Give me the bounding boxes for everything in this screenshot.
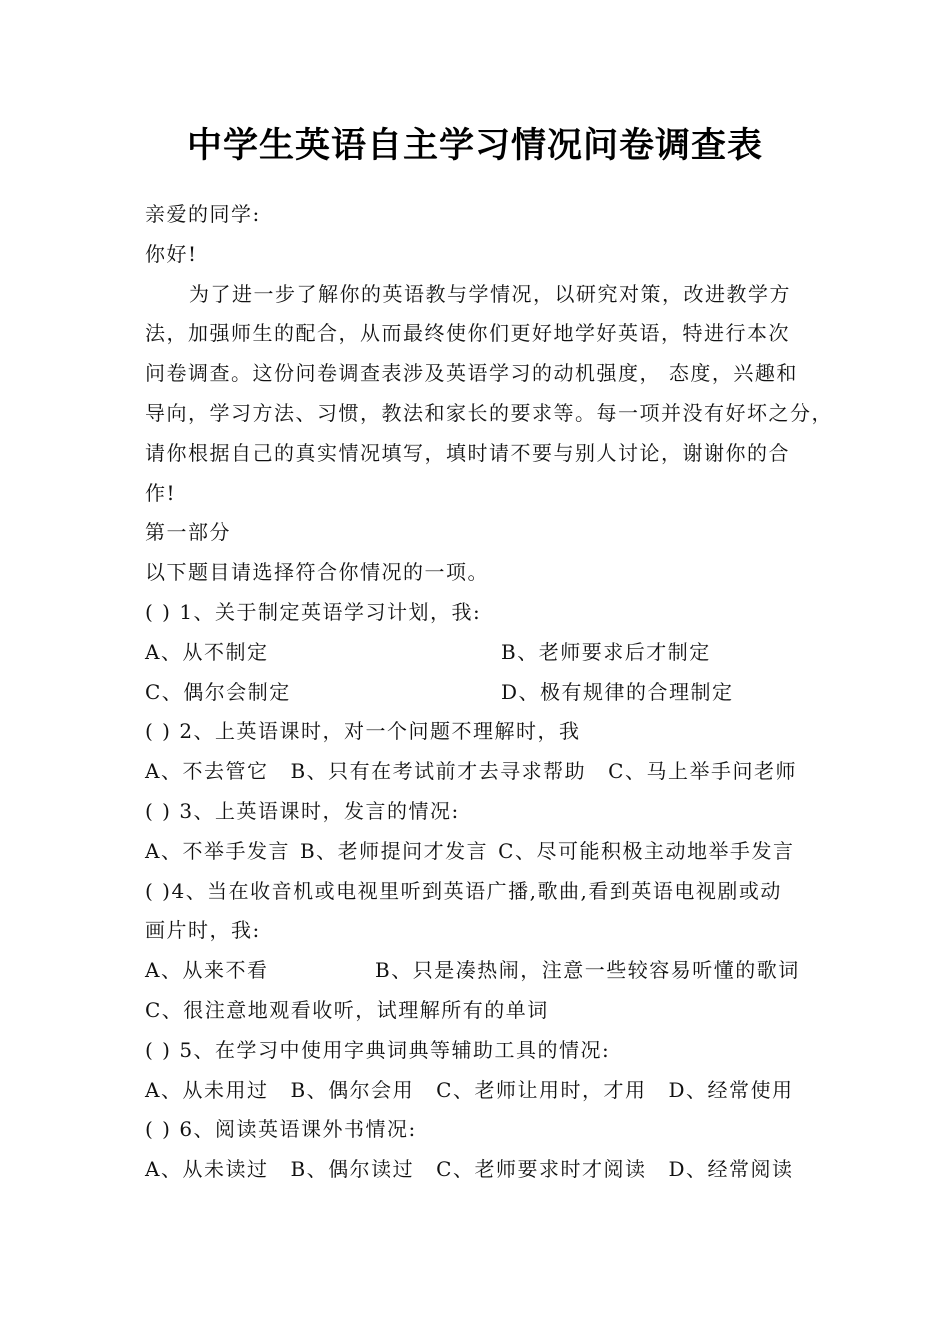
- option-a: A、从不制定: [145, 639, 269, 664]
- question-4-options-row-1: [145, 951, 815, 991]
- hello: 你好!: [145, 241, 198, 266]
- question-1-options-row-1: [145, 633, 815, 673]
- question-3-options: [145, 832, 815, 872]
- option-b: B、偶尔会用: [290, 1077, 415, 1102]
- intro-line: 法，加强师生的配合，从而最终使你们更好地学好英语，特进行本次: [145, 321, 790, 346]
- part-heading: 第一部分: [145, 520, 231, 545]
- intro-paragraph: [145, 275, 833, 514]
- question-4-continued: 画片时，我:: [145, 918, 261, 943]
- option-a: A、从未用过: [145, 1077, 269, 1102]
- question-1-options-row-2: [145, 673, 815, 713]
- question-2: ( ) 2、上英语课时，对一个问题不理解时，我: [145, 719, 581, 744]
- option-c: C、马上举手问老师: [608, 759, 797, 784]
- question-1: ( ) 1、关于制定英语学习计划，我:: [145, 599, 482, 624]
- document-body: [145, 195, 833, 1190]
- option-c: C、老师要求时才阅读: [436, 1157, 647, 1182]
- intro-line: 作!: [145, 480, 177, 505]
- question-6: ( ) 6、阅读英语课外书情况:: [145, 1117, 417, 1142]
- option-a: A、不举手发言: [145, 838, 290, 863]
- option-b: B、老师提问才发言: [299, 838, 489, 863]
- question-5: ( ) 5、在学习中使用字典词典等辅助工具的情况:: [145, 1037, 611, 1062]
- option-b: B、只有在考试前才去寻求帮助: [290, 759, 587, 784]
- option-d: D、极有规律的合理制定: [501, 679, 734, 704]
- option-d: D、经常阅读: [668, 1157, 794, 1182]
- intro-line: 请你根据自己的真实情况填写，填时请不要与别人讨论，谢谢你的合: [145, 440, 790, 465]
- question-2-options: [145, 752, 815, 792]
- instruction: 以下题目请选择符合你情况的一项。: [145, 560, 489, 585]
- option-a: A、从未读过: [145, 1157, 269, 1182]
- option-d: D、经常使用: [668, 1077, 794, 1102]
- option-c: C、尽可能积极主动地举手发言: [498, 838, 795, 863]
- intro-line: 问卷调查。这份问卷调查表涉及英语学习的动机强度， 态度，兴趣和: [145, 361, 798, 386]
- page-title: 中学生英语自主学习情况问卷调查表: [186, 126, 763, 166]
- option-b: B、老师要求后才制定: [501, 639, 711, 664]
- option-c: C、老师让用时，才用: [436, 1077, 647, 1102]
- option-b: B、偶尔读过: [290, 1157, 415, 1182]
- option-a: A、从来不看: [145, 958, 269, 983]
- question-5-options: [145, 1071, 815, 1111]
- greeting: 亲爱的同学:: [145, 202, 261, 226]
- option-c: C、偶尔会制定: [145, 679, 291, 704]
- intro-line: 为了进一步了解你的英语教与学情况，以研究对策，改进教学方: [189, 281, 791, 306]
- question-6-options: [145, 1150, 815, 1190]
- option-c: C、很注意地观看收听，试理解所有的单词: [145, 997, 549, 1022]
- question-3: ( ) 3、上英语课时，发言的情况:: [145, 798, 460, 823]
- intro-line: 导向，学习方法、习惯，教法和家长的要求等。每一项并没有好坏之分，: [145, 400, 833, 425]
- option-a: A、不去管它: [145, 759, 269, 784]
- option-b: B、只是凑热闹，注意一些较容易听懂的歌词: [375, 958, 800, 983]
- question-4: ( )4、当在收音机或电视里听到英语广播,歌曲,看到英语电视剧或动: [145, 878, 782, 903]
